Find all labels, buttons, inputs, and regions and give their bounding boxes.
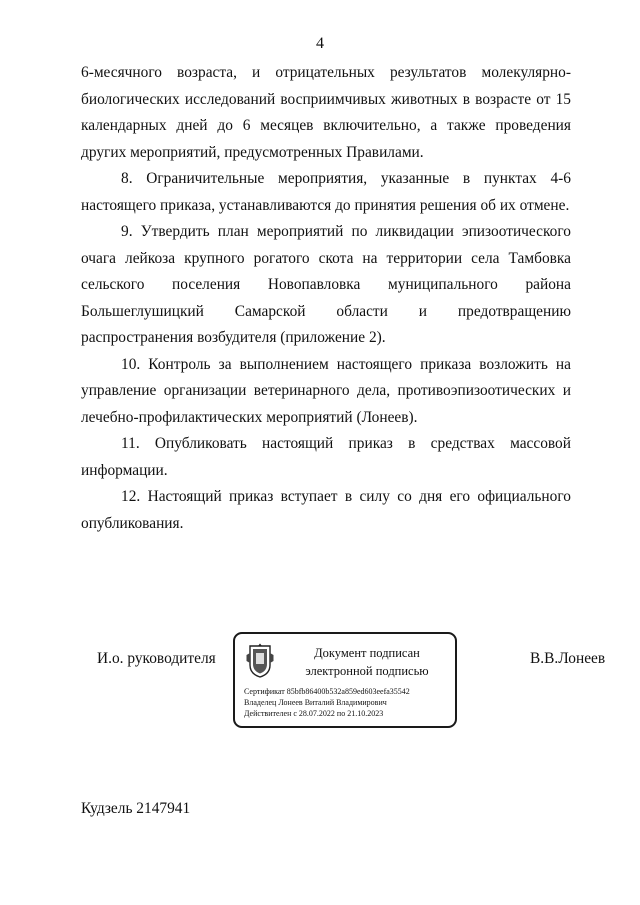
coat-of-arms-emblem-icon bbox=[246, 643, 274, 679]
paragraph-item-9: 9. Утвердить план мероприятий по ликвидации эпизоотического очага лейкоза крупного рогатого скота на территории села Тамбовка сельского поселения Новопавловка муниципального района Большеглушицкий Самарской области и предотвращению распространения возбудителя (приложение 2). bbox=[81, 223, 571, 346]
executor-code: Кудзель 2147941 bbox=[81, 800, 191, 817]
paragraph-continuation: 6-месячного возраста, и отрицательных результатов молекулярно-биологических исследований восприимчивых животных в возрасте от 15 календарных дней до 6 месяцев включительно, а также проведения других мероприятий, предусмотренных Правилами. bbox=[81, 64, 571, 161]
stamp-certificate: Сертификат 85bfb86400b532a859ed603eefa35542 bbox=[244, 687, 410, 696]
paragraph-item-10: 10. Контроль за выполнением настоящего приказа возложить на управление организации ветеринарного дела, противоэпизоотических и лечебно-профилактических мероприятий (Лонеев). bbox=[81, 355, 571, 426]
stamp-title bbox=[283, 644, 451, 680]
electronic-signature-stamp bbox=[233, 632, 457, 728]
document-body bbox=[81, 60, 571, 537]
stamp-details bbox=[244, 686, 454, 719]
stamp-title-line-1: Документ подписан bbox=[314, 646, 420, 660]
paragraph-item-11: 11. Опубликовать настоящий приказ в средствах массовой информации. bbox=[81, 435, 571, 479]
stamp-title-line-2: электронной подписью bbox=[305, 664, 429, 678]
paragraph-item-8: 8. Ограничительные мероприятия, указанные в пунктах 4-6 настоящего приказа, устанавливаются до принятия решения об их отмене. bbox=[81, 170, 571, 214]
signer-position: И.о. руководителя bbox=[97, 650, 216, 667]
stamp-owner: Владелец Лонеев Виталий Владимирович bbox=[244, 698, 387, 707]
paragraph-item-12: 12. Настоящий приказ вступает в силу со дня его официального опубликования. bbox=[81, 488, 571, 532]
signer-name: В.В.Лонеев bbox=[530, 650, 606, 667]
page-number: 4 bbox=[316, 35, 324, 52]
stamp-validity: Действителен с 28.07.2022 по 21.10.2023 bbox=[244, 709, 384, 718]
